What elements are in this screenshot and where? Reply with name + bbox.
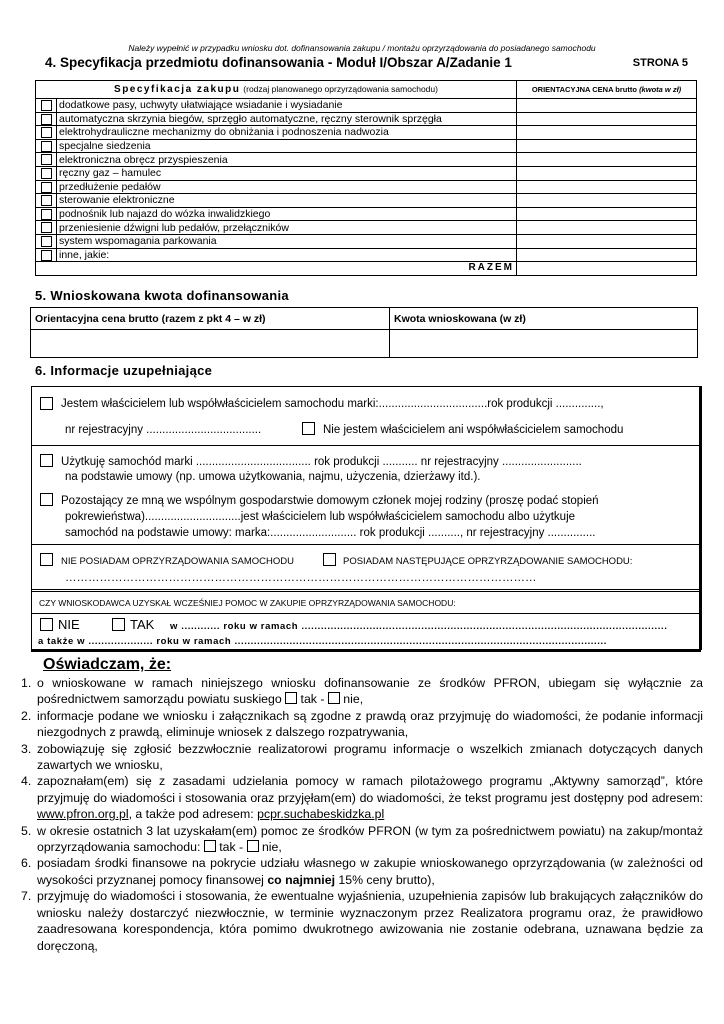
page-number: STRONA 5 xyxy=(632,57,688,69)
spec-price-cell[interactable] xyxy=(517,234,697,248)
spec-price-cell[interactable] xyxy=(517,180,697,194)
spec-checkbox[interactable] xyxy=(41,127,52,138)
price-header xyxy=(517,81,697,99)
amount-col-price: Orientacyjna cena brutto (razem z pkt 4 – w zł) xyxy=(31,308,390,330)
spec-checkbox[interactable] xyxy=(41,236,52,247)
total-label: RAZEM xyxy=(57,262,517,276)
spec-row xyxy=(36,207,697,221)
spec-item-label: inne, jakie: xyxy=(57,248,517,262)
spec-checkbox[interactable] xyxy=(41,168,52,179)
has-equipment-checkbox[interactable] xyxy=(323,553,336,566)
spec-row xyxy=(36,126,697,140)
spec-row xyxy=(36,194,697,208)
amount-requested-input[interactable] xyxy=(390,330,698,358)
decl1-nie-checkbox[interactable] xyxy=(328,692,340,704)
declaration-item: 7. przyjmuję do wiadomości i stosowania, że ewentualne wyjaśnienia, uzupełnienia zapisów lub brakujących załączników do wniosku należy dostarczyć niezwłocznie, w terminie wyznaczonym przez Realizatora programu oraz, że prawidłowo zaadresowana korespondencja, która pomimo dwukrotnego awizowania nie zostanie odebrana, uznawana będzie za doręczoną, xyxy=(21,889,703,953)
household-checkbox[interactable] xyxy=(40,493,53,506)
no-equipment-checkbox[interactable] xyxy=(40,553,53,566)
spec-row xyxy=(36,99,697,113)
spec-checkbox[interactable] xyxy=(41,209,52,220)
spec-item-label: automatyczna skrzynia biegów, sprzęgło automatyczne, ręczny sterownik sprzęgła xyxy=(57,112,517,126)
prior-nie-checkbox[interactable] xyxy=(40,618,53,631)
declaration-item: 4. zapoznałam(em) się z zasadami udzielania pomocy w ramach pilotażowego programu „Aktywny samorząd”, które przyjmuję do wiadomości i stosowania oraz przyjęłam(em) do wiadomości, że tekst programu jest dostępny pod adresem: www.pfron.org.pl, a także pod adresem: pcpr.suchabeskidzka.pl xyxy=(21,774,703,822)
section-6-title: 6. Informacje uzupełniające xyxy=(35,363,213,378)
owner-checkbox[interactable] xyxy=(40,397,53,410)
spec-item-label: przedłużenie pedałów xyxy=(57,180,517,194)
household-line-1: Pozostający ze mną we wspólnym gospodarstwie domowym członek mojej rodziny (proszę podać stopień xyxy=(61,495,599,507)
spec-checkbox[interactable] xyxy=(41,250,52,261)
spec-row xyxy=(36,112,697,126)
spec-item-label: system wspomagania parkowania xyxy=(57,234,517,248)
spec-price-cell[interactable] xyxy=(517,126,697,140)
spec-price-cell[interactable] xyxy=(517,99,697,113)
amount-col-requested: Kwota wnioskowana (w zł) xyxy=(390,308,698,330)
spec-item-label: specjalne siedzenia xyxy=(57,139,517,153)
spec-price-cell[interactable] xyxy=(517,166,697,180)
spec-row xyxy=(36,234,697,248)
spec-item-label: elektrohydrauliczne mechanizmy do obniżania i podnoszenia nadwozia xyxy=(57,126,517,140)
spec-price-cell[interactable] xyxy=(517,139,697,153)
specification-table xyxy=(35,80,697,276)
spec-row xyxy=(36,180,697,194)
declaration-item: 3. zobowiązuję się zgłosić bezzwłocznie realizatorowi programu informacje o wszelkich zmianach dotyczących danych zawartych we wniosku, xyxy=(21,741,703,773)
spec-item-label: elektroniczna obręcz przyspieszenia xyxy=(57,153,517,167)
declaration-item: 6. posiadam środki finansowe na pokrycie udziału własnego w zakupie wnioskowanego oprzyrządowania (w zależności od wysokości przyznanej pomocy finansowej co najmniej 15% ceny brutto), xyxy=(21,856,703,887)
section-4-title: 4. Specyfikacja przedmiotu dofinansowania - Moduł I/Obszar A/Zadanie 1 xyxy=(45,55,512,70)
spec-row xyxy=(36,248,697,262)
spec-item-label: ręczny gaz – hamulec xyxy=(57,166,517,180)
form-note: Należy wypełnić w przypadku wniosku dot. dofinansowania zakupu / montażu oprzyrządowania do posiadanego samochodu xyxy=(128,43,596,53)
spec-checkbox[interactable] xyxy=(41,100,52,111)
spec-checkbox[interactable] xyxy=(41,141,52,152)
spec-row xyxy=(36,221,697,235)
owner-line-1: Jestem właścicielem lub współwłaścicielem samochodu marki:..................................rok produkcji .............., xyxy=(61,398,604,410)
prior-line-2: a także w .................... roku w ramach ................................................................................................................... xyxy=(38,636,608,647)
price-header-unit: (kwota w zł) xyxy=(639,84,682,94)
spec-checkbox[interactable] xyxy=(41,195,52,206)
decl1-tak-checkbox[interactable] xyxy=(285,692,297,704)
has-equipment-label: POSIADAM NASTĘPUJĄCE OPRZYRZĄDOWANIE SAMOCHODU: xyxy=(343,556,633,567)
not-owner-checkbox[interactable] xyxy=(302,422,315,435)
spec-price-cell[interactable] xyxy=(517,207,697,221)
household-line-3: samochód na podstawie umowy: marka:........................... rok produkcji .........., nr rejestracyjny ............... xyxy=(65,527,596,539)
spec-header-sub: (rodzaj planowanego oprzyrządowania samochodu) xyxy=(243,84,438,94)
spec-price-cell[interactable] xyxy=(517,194,697,208)
declaration-title: Oświadczam, że: xyxy=(43,656,172,673)
pcpr-link[interactable]: pcpr.suchabeskidzka.pl xyxy=(257,807,385,822)
spec-item-label: sterowanie elektroniczne xyxy=(57,194,517,208)
spec-item-label: dodatkowe pasy, uchwyty ułatwiające wsiadanie i wysiadanie xyxy=(57,99,517,113)
declaration-item: 2. informacje podane we wniosku i załącznikach są zgodne z prawdą oraz przyjmuję do wiadomości, że podanie informacji niezgodnych z prawdą, eliminuje wniosek z dalszego rozpatrywania, xyxy=(21,708,703,740)
section-5-title: 5. Wnioskowana kwota dofinansowania xyxy=(35,288,289,303)
decl5-tak-checkbox[interactable] xyxy=(204,840,216,852)
spec-row xyxy=(36,139,697,153)
spec-checkbox[interactable] xyxy=(41,114,52,125)
no-equipment-label: NIE POSIADAM OPRZYRZĄDOWANIA SAMOCHODU xyxy=(61,556,294,567)
amount-price-input[interactable] xyxy=(31,330,390,358)
not-owner-label: Nie jestem właścicielem ani współwłaścicielem samochodu xyxy=(323,424,624,436)
spec-row xyxy=(36,166,697,180)
spec-item-label: podnośnik lub najazd do wózka inwalidzkiego xyxy=(57,207,517,221)
pfron-link[interactable]: www.pfron.org.pl xyxy=(37,807,129,822)
equipment-dots[interactable]: …………………………………………………………………………………………………………… xyxy=(65,572,537,584)
amount-table xyxy=(30,307,698,358)
prior-help-question: CZY WNIOSKODAWCA UZYSKAŁ WCZEŚNIEJ POMOC W ZAKUPIE OPRZYRZĄDOWANIA SAMOCHODU: xyxy=(39,598,456,608)
user-line-1: Użytkuję samochód marki .................................... rok produkcji ........... nr rejestracyjny ......................... xyxy=(61,456,582,468)
additional-info-box xyxy=(31,386,702,650)
spec-price-cell[interactable] xyxy=(517,248,697,262)
info-box-bottom-border xyxy=(31,649,701,652)
spec-header xyxy=(36,81,517,99)
owner-line-2: nr rejestracyjny .................................... xyxy=(65,424,262,436)
prior-tak-checkbox[interactable] xyxy=(112,618,125,631)
user-line-2: na podstawie umowy (np. umowa użytkowania, najmu, użyczenia, dzierżawy itd.). xyxy=(65,471,481,483)
user-checkbox[interactable] xyxy=(40,454,53,467)
spec-price-cell[interactable] xyxy=(517,221,697,235)
spec-checkbox[interactable] xyxy=(41,222,52,233)
prior-nie-label: NIE xyxy=(58,617,80,632)
spec-price-cell[interactable] xyxy=(517,153,697,167)
spec-checkbox[interactable] xyxy=(41,182,52,193)
declaration-item: 1. o wnioskowane w ramach niniejszego wniosku dofinansowanie ze środków PFRON, ubiegam się wyłącznie za pośrednictwem samorządu powiatu suskiego tak - nie, xyxy=(21,676,703,707)
total-price-cell[interactable] xyxy=(517,262,697,276)
price-header-title: ORIENTACYJNA CENA brutto xyxy=(531,84,637,94)
spec-checkbox[interactable] xyxy=(41,154,52,165)
spec-item-label: przeniesienie dźwigni lub pedałów, przełączników xyxy=(57,221,517,235)
decl5-nie-checkbox[interactable] xyxy=(247,840,259,852)
declaration-list xyxy=(21,675,703,954)
household-line-2: pokrewieństwa)..............................jest właścicielem lub współwłaścicielem samochodu albo użytkuje xyxy=(65,511,576,523)
prior-tak-label: TAK xyxy=(130,617,155,632)
declaration-item: 5. w okresie ostatnich 3 lat uzyskałam(em) pomoc ze środków PFRON (w tym za pośrednictwem powiatu) na zakup/montaż oprzyrządowania samochodu: tak - nie, xyxy=(21,823,703,855)
spec-price-cell[interactable] xyxy=(517,112,697,126)
spec-header-title: Specyfikacja zakupu xyxy=(114,84,241,95)
prior-line-1: w ............ roku w ramach ................................................................................................................. xyxy=(170,621,668,632)
spec-row xyxy=(36,153,697,167)
